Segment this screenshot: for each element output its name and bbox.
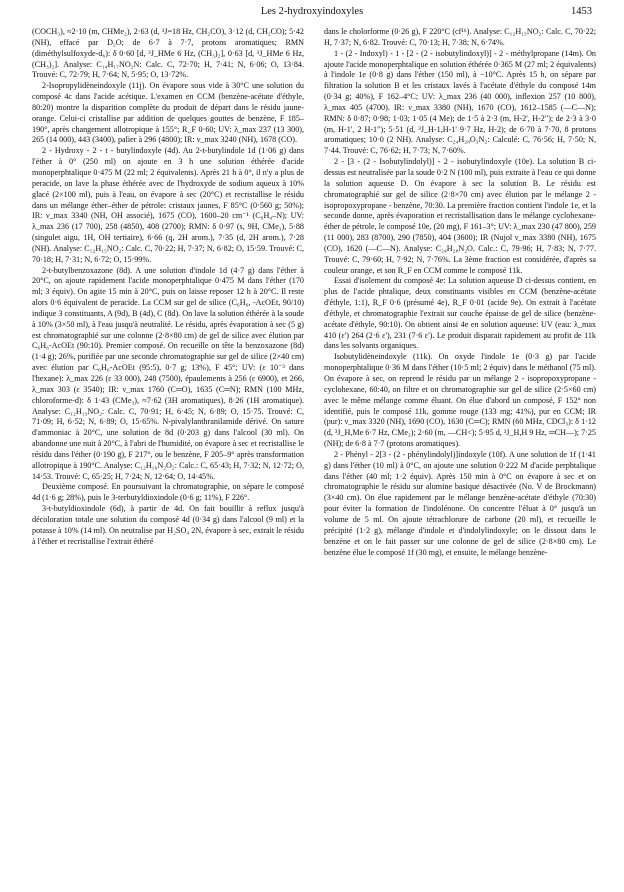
paragraph: 2 - Hydroxy - 2 - t - butylindoxyle (4d). Au 2-t-butylindole 1d (1·06 g) dans l'éther à 0° (250 ml) on ajoute en 3 h une solution éthérée d'acide monoperphtalique 0·475 M (22 ml; 2 équivalents). Après 21 h à 0°, il n'y a plus de peracide, on lave la phase éthérée avec de l'hydroxyde de sodium aqueux à 10% glacé (2×100 ml), puis à l'eau, on évapore à sec (20°C) et recristallise le résidu dans un mélange éther–éther de pétrole: cristaux jaunes, F 85°C (0·560 g; 50%); IR: ν_max 3340 (NH, OH associé), 1675 (CO), 1600–20 cm⁻¹ (C₆H₄–N); UV: λ_max 236 (17 700), 258 (4850), 408 (2700); RMN: δ 0·97 (s, 9H, CMe₃), 5·88 (singulet aigu, 1H, OH tertiaire), 6·66 (q, 2H arom.), 7·35 (d, 2H arom.), 7·28 (NH). Analyse: C₁₂H₁₅NO₂: Calc. C, 70·22; H, 7·37; N, 6·82; O, 15·59. Trouvé: C, 70·18; H, 7·31; N, 6·72; O, 15·99%.	[32, 146, 304, 264]
paragraph: 2 - Phényl - 2[3 - (2 - phénylindolyl)]indoxyle (10f). A une solution de 1f (1·41 g) dans l'éther (10 ml) à 0°C, on ajoute une solution 0·222 M d'acide perphtalique dans l'éther (40 ml; 1·2 équiv). Après 150 min à 0°C on évapore à sec et on chromatographie le résidu sur alumine basique désactivée (No. V de Brockmann) (3×40 cm). On élue rapidement par le mélange benzène-acétate d'éthyle (70:30) pour éviter la formation de l'indolénone. On concentre l'éluat à 0° jusqu'à un volume de 5 ml. On ajoute tétrachlorure de carbone (20 ml), et recueille le précipité (1·2 g), mélange d'indole et d'indolylindoxyle; on le dissout dans le benzène et on le fait passer sur une colonne de gel de silice (2·8×80 cm). Le benzène élue le composé 1f (30 mg), et ensuite, le mélange benzène-	[324, 449, 596, 557]
paragraph: 2-Isopropylidèneindoxyle (11j). On évapore sous vide à 30°C une solution du composé 4c dans l'acide acétique. L'examen en CCM (benzène-acétate d'éthyle, 80:20) montre la disparition complète du produit de départ dans le résidu jaune-orange. Celui-ci cristallise par addition de quelques gouttes de benzène, F 185–190°, après changement allotropique à 155°; R_F 0·60; UV: λ_max 237 (13 300), 265 (14 000), 443 (3400), palier à 296 (4800); IR: ν_max 3240 (NH), 1678 (CO).	[32, 81, 304, 145]
paragraph: 1 - (2 - Indoxyl) - 1 - [2 - (2 - isobutylindoxyl)] - 2 - méthylpropane (14m). On ajoute l'acide monoperphtalique en solution éthérée 0·365 M (27 ml; 2 équivalents) à l'indole 1e (0·8 g) dans l'éther (150 ml), à −10°C. Après 15 h, on sépare par filtration la solution B et les cristaux lavés à l'acétate d'éthyle du composé 14m (0·34 g; 40%), F 162–4°C; UV: λ_max 236 (40 000), inflexion 257 (10 800), λ_max 405 (4700). IR: ν_max 3380 (NH), 1670 (CO), 1612–1585 (—C—N); RMN: δ 0·87; 0·98; 1·03; 1·05 (4 Me); de 1·5 à 2·3 (m, H-2', H-2″); de 2·3 à 3·0 (m, H-1', 2 H-1″); 5·51 (d, ³J_H-1,H-1' 9·7 Hz, H-2); de 6·70 à 7·70, 8 protons aromatiques; 10·0 (2 NH). Analyse: C₂₄H₂₈O₃N₂: Calculé: C, 76·56; H, 7·50; N, 7·44. Trouvé: C, 76·62; H, 7·73; N, 7·60%.	[324, 48, 596, 156]
paragraph: 2 - [3 - (2 - Isobutylindolyl)] - 2 - isobutylindoxyle (10e). La solution B ci-dessus est neutralisée par la soude 0·2 N (100 ml), puis extraite à l'eau ce qui donne la solution aqueuse D. On évapore à sec la solution B. Le résidu est chromatographié sur gel de silice (2·8×70 cm) avec élution par le mélange 2 - isopropoxypropane - benzène, 70:30. La première fraction contient l'indole 1e, et la seconde donne, après évaporation et recristallisation dans le mélange cyclohexane-éther de pétrole, le composé 10e, (20 mg), F 161–3°; UV: λ_max 230 (47 800), 259 (11 000), 283 (8700), 290 (7850), 404 (3600); IR (Nujol ν_max 3380 (NH), 1675 (CO), 1620 (—C—N). Analyse: C₂₄H₂₈N₂O. Calc.: C, 79·96; H, 7·83; N, 7·77. Trouvé: C, 79·60; H, 7·92; N, 7·76%. La 3ème fraction est considérée, d'après sa couleur orange, et son R_F en CCM comme le composé 11k.	[324, 157, 596, 275]
paragraph: 2-t-butylbenzoxazone (8d). A une solution d'indole 1d (4·7 g) dans l'éther à 20°C, on ajoute rapidement l'acide monoperphtalique 0·475 M dans l'éther (170 ml; 3 équiv). On agite 15 min à 20°C, puis on laisse reposer 12 h à 20°C. Il reste alors 0·6 équivalent de peracide. La CCM sur gel de silice (C₆H₆, -AcOEt, 90/10) indique 3 constituants, A (9d), B (4d), C (8d). On lave la solution éthérée à la soude à 10% (3×50 ml), à l'eau jusqu'à neutralité. Le résidu, après évaporation à sec (5 g) est chromatographié sur une colonne (2·8×80 cm) de gel de silice avec élution par C₆H₆-AcOEt (90:10). Premier composé. On recueille on tête la benzoxazone (8d) (1·4 g); 26%, purifiée par une seconde chromatographie sur gel de silice (2×40 cm) avec élution par C₆H₆-AcOEt (95:5), 0·7 g; 13%), F 45°; UV: (ε 10⁻³ dans l'hexane): λ_max 226 (ε 33 000), 248 (7500), épaulements à 256 (ε 6900), et 266, λ_max 303 (ε 3540); IR: ν_max 1760 (C═O), 1635 (C═N); RMN (100 MHz, chloroforme-d): δ 1·43 (CMe₃), ≈7·62 (3H aromatiques), 8·26 (1H aromatique). Analyse: C₁₂H₁₃NO₂: Calc. C, 70·91; H, 6·45; N, 6·89; O, 15·75. Trouvé: C, 71·09; H, 6·52; N, 6·89; O, 15·65%. N-pivalylanthranilamide dérivé. On sature d'ammoniac à 20°C, une solution de 8d (0·203 g) dans l'alcool (30 ml). On abandonne une nuit à 20°C, à l'abri de l'humidité, on évapore à sec et recristallise le résidu dans l'éther (0·190 g), F 217°, ou le benzène, F 205–9° après transformation allotropique à 190°C. Analyse: C₁₂H₁₆N₂O₂: Calc.: C, 65·43; H, 7·32; N, 12·72; O, 14·53. Trouvé: C, 65·25; H, 7·24; N, 12·64; O, 14·45%.	[32, 265, 304, 481]
paragraph: Deuxième composé. En poursuivant la chromatographie, on sépare le composé 4d (1·6 g; 28%), puis le 3-terbutyldioxindole (0·6 g; 11%), F 226°.	[32, 482, 304, 503]
right-column	[324, 27, 596, 558]
paragraph: Essai d'isolement du composé 4e: La solution aqueuse D ci-dessus contient, en plus de l'acide phtalique, deux constituants visibles en CCM (benzène-acétate d'éthyle, 1:1), R_F 0·6 (présumé 4e), R_F 0·01 (acide 9e). On extrait à l'acétate d'éthyle, et chromatographie l'extrait sur couche épaisse de gel de silice (benzène-acétate d'éthyle, 90:10). On obtient ainsi 4e en solution aqueuse: UV (eau: λ_max 410 (ε') 264 (2·6 ε'), 231 (7·6 ε'). Le produit disparait rapidement au profit de 11k dans les solvants organiques.	[324, 276, 596, 351]
paragraph: (COCH₃), ≈2·10 (m, CHMe₂), 2·63 (d, ³J=18 Hz, CH₂CO), 3·12 (d, CH₂CO); 5·42 (NH), effacé par D₂O; de 6·7 à 7·7, protons aromatiques; RMN (diméthylsulfoxyde-d₆): δ 0·60 [d, ³J_HMe 6 Hz, (CH₃)₂], 0·63 [d, ³J_HMe 6 Hz, (CH₃)₂]. Analyse: C₁₄H₁₇NO₂N: Calc. C, 72·70; H, 7·41; N, 6·06; O, 13·84. Trouvé: C, 72·79; H, 7·64; N, 5·95; O, 13·72%.	[32, 27, 304, 80]
left-column	[32, 27, 304, 548]
running-title: Les 2-hydroxyindoxyles	[260, 6, 364, 17]
running-header	[32, 6, 592, 22]
paragraph: Isobutylidèneindoxyle (11k). On oxyde l'indole 1e (0·3 g) par l'acide monoperphtalique 0·36 M dans l'éther (10·5 ml; 2 équiv) dans le méthanol (75 ml). On évapore à sec, on reprend le résidu par un mélange 2 - isopropoxypropane - cyclohexane, 60:40, on filtre et on chromatographie sur gel de silice (2·5×60 cm) avec le même mélange comme éluant. On élue d'abord un composé, F 152° non identifié, puis le composé 11k, gomme rouge (133 mg; 41%), pur en CCM; IR (pur): ν_max 3320 (NH), 1690 (CO), 1630 (C═C); RMN (60 MHz, CDCl₃): δ 1·12 (d, ³J_H,Me 6·7 Hz, CMe₂); 2·60 (m, —CH<); 5·95 d, ³J_H,H 9 Hz, ═CH—); 7·25 (NH); de 6·8 à 7·7 (protons aromatiques).	[324, 352, 596, 449]
page-number: 1453	[571, 6, 592, 17]
paragraph: dans le cholorforme (0·26 g), F 220°C (cf¹⁶). Analyse: C₁₂H₁₅NO₂: Calc. C, 70·22; H, 7·37; N, 6·82. Trouvé: C, 70·13; H, 7·38; N, 6·74%.	[324, 27, 596, 47]
paragraph: 3-t-butyldioxindole (6d), à partir de 4d. On fait bouillir à reflux jusqu'à décoloration totale une solution du composé 4d (0·34 g) dans l'alcool (9 ml) et la potasse à 10% (14 ml). On neutralise par H₂SO₄ 2N, évapore à sec, extrait le résidu à l'éther et recristallise l'extrait éthéré	[32, 504, 304, 546]
